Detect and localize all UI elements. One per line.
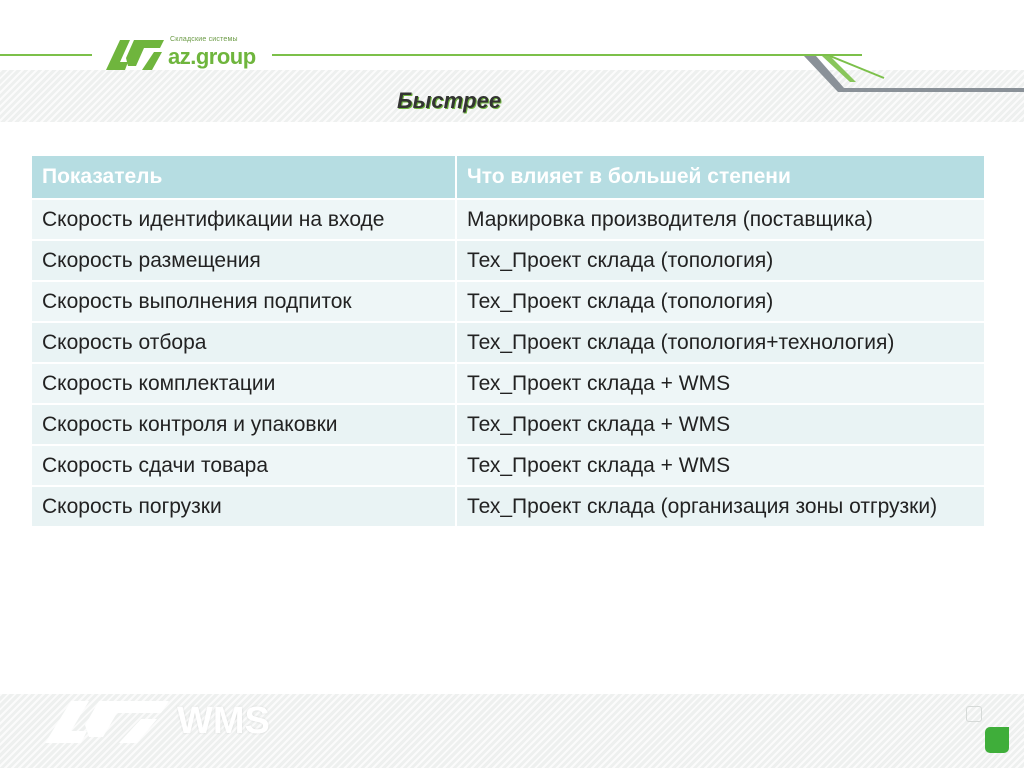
az-watermark-icon: [45, 701, 169, 743]
table-cell: Скорость сдачи товара: [32, 446, 457, 487]
table-cell: Тех_Проект склада (топология): [457, 241, 984, 282]
table-cell: Скорость контроля и упаковки: [32, 405, 457, 446]
column-header: Показатель: [32, 156, 457, 200]
column-header: Что влияет в большей степени: [457, 156, 984, 200]
table-header-row: [32, 156, 984, 200]
logo-subtitle: Складские системы: [170, 36, 238, 43]
table-row: [32, 241, 984, 282]
metrics-table-container: [32, 156, 984, 528]
table-row: [32, 446, 984, 487]
decorative-slash-shape: [804, 56, 1024, 96]
table-row: [32, 323, 984, 364]
metrics-table: [32, 156, 984, 528]
logo-name: az.group: [168, 44, 256, 69]
az-group-logo: [106, 36, 258, 70]
table-row: [32, 487, 984, 528]
table-row: [32, 200, 984, 241]
table-cell: Тех_Проект склада (топология): [457, 282, 984, 323]
header-line-right: [272, 54, 862, 56]
table-cell: Тех_Проект склада + WMS: [457, 364, 984, 405]
page-corner-outline-icon: [966, 706, 982, 722]
table-cell: Маркировка производителя (поставщика): [457, 200, 984, 241]
footer-wms-logo: [45, 700, 270, 743]
table-cell: Тех_Проект склада (топология+технология): [457, 323, 984, 364]
table-row: [32, 405, 984, 446]
table-cell: Тех_Проект склада + WMS: [457, 405, 984, 446]
header-line-left: [0, 54, 92, 56]
az-logo-icon: [106, 40, 164, 70]
table-cell: Скорость размещения: [32, 241, 457, 282]
table-cell: Скорость отбора: [32, 323, 457, 364]
logo-text: [168, 36, 258, 70]
table-cell: Скорость идентификации на входе: [32, 200, 457, 241]
green-corner-icon: [985, 727, 1009, 753]
table-cell: Скорость комплектации: [32, 364, 457, 405]
footer-wms-label: WMS: [177, 700, 270, 742]
table-cell: Скорость погрузки: [32, 487, 457, 528]
table-cell: Скорость выполнения подпиток: [32, 282, 457, 323]
table-cell: Тех_Проект склада (организация зоны отгрузки): [457, 487, 984, 528]
table-row: [32, 364, 984, 405]
table-cell: Тех_Проект склада + WMS: [457, 446, 984, 487]
table-row: [32, 282, 984, 323]
page-title: Быстрее: [397, 88, 502, 113]
